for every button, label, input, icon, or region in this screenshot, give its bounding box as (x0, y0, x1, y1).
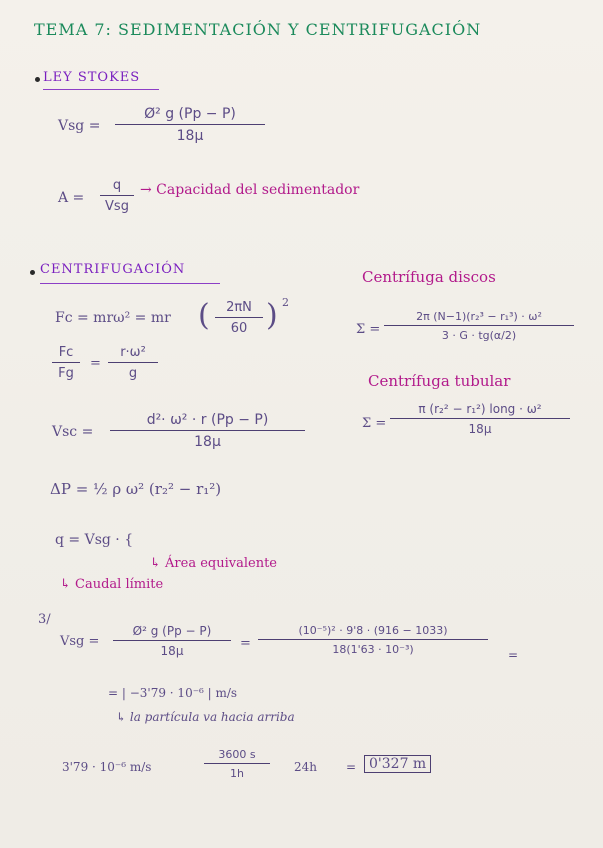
fraction-line (110, 430, 305, 431)
vsc-numerator: d²· ω² · r (Pp − P) (146, 412, 269, 428)
area-fraction (100, 178, 134, 214)
pressure-drop-formula: ΔP = ½ ρ ω² (r₂² − r₁²) (50, 480, 222, 498)
paren-close: ) (266, 298, 278, 333)
page-title: TEMA 7: SEDIMENTACIÓN Y CENTRIFUGACIÓN (34, 20, 482, 39)
bullet-icon (35, 77, 40, 82)
conversion-denominator: 1h (230, 767, 244, 780)
fraction-line (204, 763, 270, 764)
exercise-vsg-label: Vsg = (60, 634, 100, 649)
heading-underline (43, 89, 159, 90)
conversion-numerator: 3600 s (218, 748, 256, 761)
fraction-line (390, 418, 570, 419)
fraction-line (113, 640, 231, 641)
ratio-rhs-numerator: r·ω² (120, 345, 146, 360)
area-equivalente-note: ↳ Área equivalente (150, 556, 277, 571)
ratio-rhs-fraction (108, 345, 158, 381)
section-heading-stokes: LEY STOKES (43, 70, 141, 85)
paren-open: ( (198, 298, 210, 333)
fc-formula: Fc = mrω² = mr (55, 310, 171, 326)
conversion-hours: 24h (294, 760, 317, 774)
vsc-fraction (110, 412, 305, 450)
exercise-number: 3/ (38, 612, 51, 627)
tubular-sigma-label: Σ = (362, 416, 387, 431)
fraction-line (258, 639, 488, 640)
fraction-line (384, 325, 574, 326)
conversion-equals: = (346, 760, 357, 774)
exercise-denominator-2: 18(1'63 · 10⁻³) (332, 643, 414, 656)
vsc-label: Vsc = (52, 424, 94, 440)
tubular-sigma-fraction (390, 402, 570, 436)
ratio-rhs-denominator: g (128, 366, 138, 381)
conversion-fraction (204, 748, 270, 780)
fraction-line (108, 362, 158, 363)
vsg-fraction (115, 106, 265, 144)
area-label: A = (58, 190, 85, 206)
fraction-line (115, 124, 265, 125)
area-numerator: q (112, 178, 122, 193)
disc-sigma-label: Σ = (356, 322, 381, 337)
disc-sigma-denominator: 3 · G · tg(α/2) (441, 329, 517, 342)
exercise-equals-2: = (508, 648, 519, 662)
tubular-sigma-numerator: π (r₂² − r₁²) long · ω² (418, 402, 542, 416)
vsc-denominator: 18μ (194, 434, 221, 450)
area-note: → Capacidad del sedimentador (140, 182, 360, 198)
force-ratio-fraction (52, 345, 80, 381)
exercise-numerator-2: (10⁻⁵)² · 9'8 · (916 − 1033) (298, 624, 448, 637)
exercise-denominator-1: 18μ (160, 644, 184, 658)
fraction-line (100, 195, 134, 196)
exercise-result: = | −3'79 · 10⁻⁶ | m/s (108, 686, 238, 700)
disc-centrifuge-heading: Centrífuga discos (362, 268, 496, 286)
tubular-sigma-denominator: 18μ (468, 422, 492, 436)
ratio-numerator: Fc (58, 345, 74, 360)
heading-underline (40, 283, 220, 284)
ratio-equals: = (90, 356, 101, 371)
fraction-line (215, 317, 263, 318)
fc-paren-numerator: 2πN (226, 300, 252, 315)
bullet-icon (30, 270, 35, 275)
fc-paren-fraction (215, 300, 263, 336)
exercise-fraction-1 (113, 624, 231, 658)
exercise-equals: = (240, 636, 251, 651)
exercise-direction-note: ↳ la partícula va hacia arriba (116, 710, 295, 724)
fc-exponent: 2 (282, 296, 289, 309)
disc-sigma-fraction (384, 310, 574, 342)
caudal-limite-note: ↳ Caudal límite (60, 577, 164, 592)
exercise-numerator-1: Ø² g (Pp − P) (132, 624, 212, 638)
ratio-denominator: Fg (58, 366, 74, 381)
area-denominator: Vsg (105, 199, 129, 214)
final-answer-box: 0'327 m (364, 755, 431, 773)
section-heading-centrifugacion: CENTRIFUGACIÓN (40, 262, 186, 277)
tubular-centrifuge-heading: Centrífuga tubular (368, 372, 511, 390)
vsg-label: Vsg = (58, 118, 101, 134)
fc-paren-denominator: 60 (230, 321, 248, 336)
exercise-fraction-2 (258, 624, 488, 656)
conversion-velocity: 3'79 · 10⁻⁶ m/s (62, 760, 152, 774)
fraction-line (52, 362, 80, 363)
disc-sigma-numerator: 2π (N−1)(r₂³ − r₁³) · ω² (416, 310, 542, 323)
vsg-denominator: 18μ (176, 128, 204, 144)
vsg-numerator: Ø² g (Pp − P) (144, 106, 236, 122)
flow-formula: q = Vsg · { (55, 532, 134, 548)
